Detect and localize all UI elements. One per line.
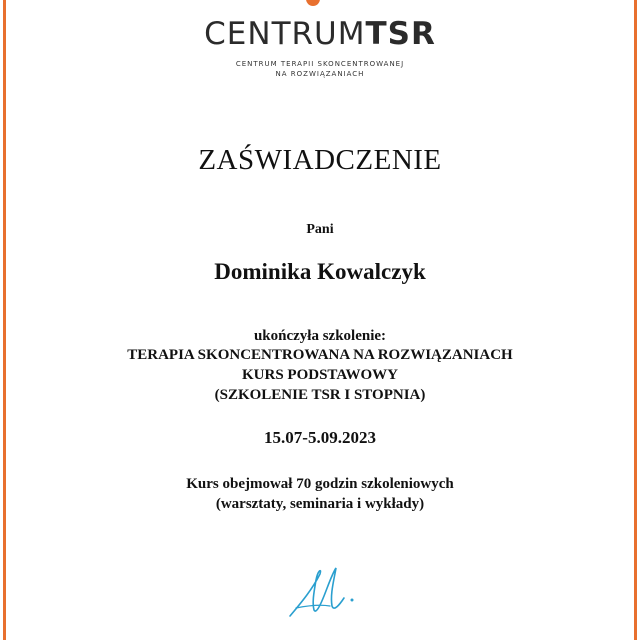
logo-name-bold: TSR (365, 16, 436, 52)
certificate-title: ZAŚWIADCZENIE (198, 144, 442, 176)
logo-wordmark (0, 16, 640, 52)
course-code: (SZKOLENIE TSR I STOPNIA) (214, 387, 426, 403)
logo-subtitle-line2: NA ROZWIĄZANIACH (275, 70, 365, 78)
logo-subtitle-line1: CENTRUM TERAPII SKONCENTROWANEJ (235, 60, 405, 68)
left-border (3, 0, 6, 640)
course-name: TERAPIA SKONCENTROWANA NA ROZWIĄZANIACH (127, 347, 513, 363)
format-text: (warsztaty, seminaria i wykłady) (215, 496, 425, 512)
logo-name-light: CENTRUM (204, 16, 366, 52)
right-border (634, 0, 637, 640)
course-dates: 15.07-5.09.2023 (264, 428, 376, 447)
completed-text: ukończyła szkolenie: (253, 328, 387, 344)
salutation: Pani (306, 222, 334, 237)
recipient-name: Dominika Kowalczyk (214, 259, 426, 284)
logo-mark-icon (306, 0, 320, 6)
signature-icon (282, 560, 362, 620)
course-level: KURS PODSTAWOWY (242, 367, 398, 383)
hours-text: Kurs obejmował 70 godzin szkoleniowych (186, 476, 454, 492)
